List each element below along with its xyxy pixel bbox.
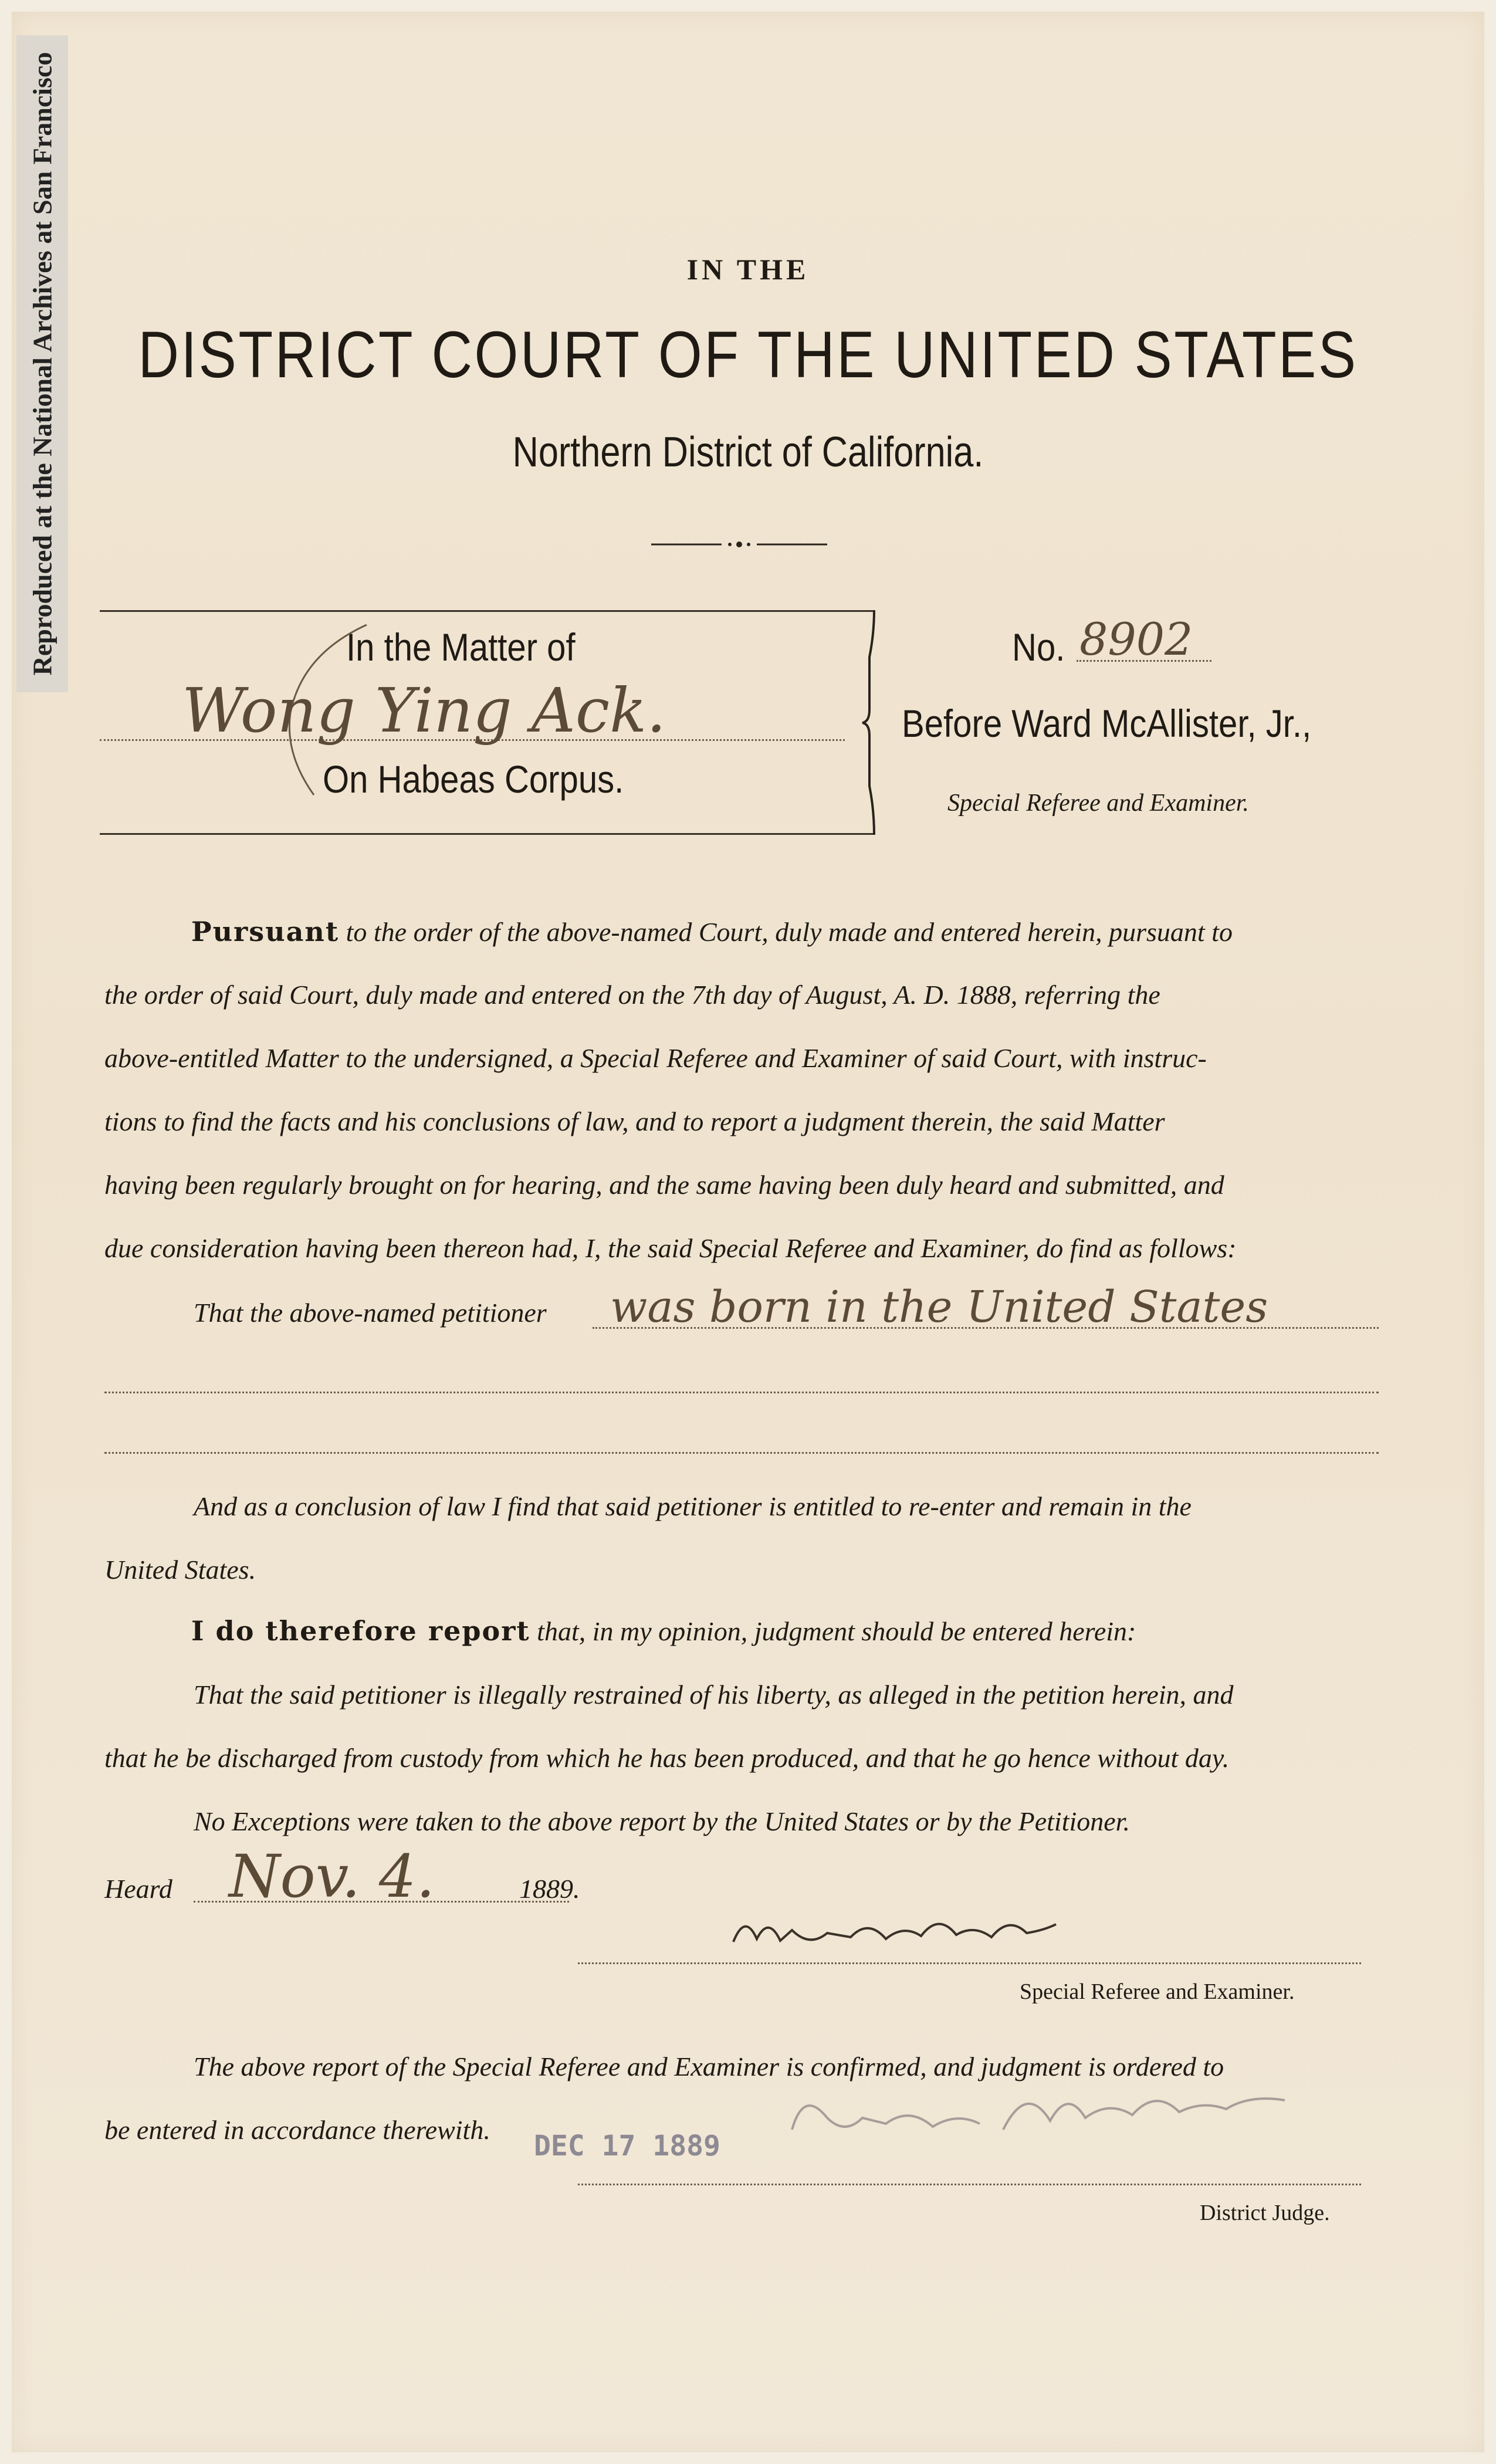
petitioner-name: Wong Ying Ack.	[182, 675, 666, 746]
archive-label: Reproduced at the National Archives at San Francisco	[27, 52, 57, 676]
report-text: that, in my opinion, judgment should be entered herein:	[537, 1616, 1136, 1646]
district-title: Northern District of California.	[512, 429, 984, 476]
confirm-line-2: be entered in accordance therewith.	[104, 2115, 490, 2145]
body-line-2: the order of said Court, duly made and entered on the 7th day of August, A. D. 1888, referring the	[104, 980, 1160, 1010]
caption-brace	[857, 610, 892, 835]
finding-line-2	[104, 1392, 1379, 1393]
body-line-4: tions to find the facts and his conclusions of law, and to report a judgment therein, the said Matter	[104, 1106, 1165, 1136]
habeas-label: On Habeas Corpus.	[323, 757, 624, 801]
court-title: DISTRICT COURT OF THE UNITED STATES	[138, 318, 1358, 391]
judge-signature-line	[578, 2184, 1361, 2185]
ornament-divider	[651, 539, 827, 550]
judgment-line-1: That the said petitioner is illegally restrained of his liberty, as alleged in the petition herein, and	[194, 1680, 1234, 1710]
referee-signature-line	[578, 1962, 1361, 1964]
conclusion-line-1: And as a conclusion of law I find that said petitioner is entitled to re-enter and remain in the	[194, 1491, 1192, 1521]
exceptions-line: No Exceptions were taken to the above report by the United States or by the Petitioner.	[194, 1806, 1130, 1836]
date-stamp: DEC 17 1889	[534, 2130, 720, 2162]
judge-label: District Judge.	[1200, 2201, 1330, 2225]
referee-title: Special Referee and Examiner.	[947, 790, 1249, 817]
referee-signature	[727, 1907, 1068, 1959]
pursuant-word: Pursuant	[191, 916, 340, 947]
conclusion-line-2: United States.	[104, 1555, 256, 1585]
body-line-6: due consideration having been thereon had, I, the said Special Referee and Examiner, do find as follows:	[104, 1233, 1237, 1263]
confirm-line-1: The above report of the Special Referee and Examiner is confirmed, and judgment is ordered to	[194, 2052, 1224, 2081]
body-line-3: above-entitled Matter to the undersigned, a Special Referee and Examiner of said Court, with instruc-	[104, 1043, 1207, 1073]
referee-signature-label: Special Referee and Examiner.	[1020, 1979, 1295, 2004]
finding-line-3	[104, 1452, 1379, 1454]
body-line-5: having been regularly brought on for hearing, and the same having been duly heard and submitted, and	[104, 1170, 1224, 1200]
header-in-the: IN THE	[686, 253, 810, 286]
heard-date: Nov. 4.	[229, 1842, 435, 1911]
report-line	[191, 1617, 1136, 1645]
judge-signature	[780, 2077, 1308, 2159]
report-word: I do therefore report	[191, 1615, 530, 1647]
caption-top-rule	[100, 610, 874, 612]
case-no-label: No.	[1012, 625, 1065, 669]
judgment-line-2: that he be discharged from custody from which he has been produced, and that he go hence without day.	[104, 1743, 1230, 1773]
matter-label: In the Matter of	[346, 625, 576, 669]
body-line-1: to the order of the above-named Court, duly made and entered herein, pursuant to	[346, 917, 1233, 947]
caption-bottom-rule	[100, 833, 874, 835]
heard-label: Heard	[104, 1874, 172, 1904]
finding-label: That the above-named petitioner	[194, 1298, 547, 1328]
pursuant-line-1	[191, 918, 1233, 946]
case-number: 8902	[1079, 613, 1193, 665]
heard-year: 1889.	[519, 1874, 580, 1904]
finding-value: was born in the United States	[610, 1282, 1268, 1332]
before-label: Before Ward McAllister, Jr.,	[902, 702, 1312, 745]
